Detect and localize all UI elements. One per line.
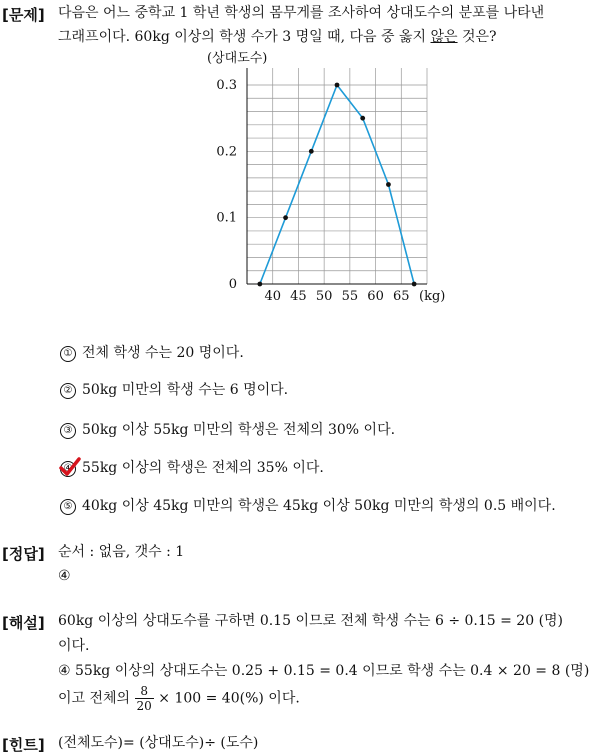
fraction-numerator: 8 bbox=[135, 684, 154, 699]
explanation-line-1: 60kg 이상의 상대도수를 구하면 0.15 이므로 전체 학생 수는 6 ÷ 0.15 = 20 (명) bbox=[58, 613, 564, 629]
relative-frequency-chart bbox=[195, 48, 455, 308]
x-tick-label: 65 bbox=[393, 289, 410, 304]
option-2 bbox=[60, 381, 288, 399]
y-tick-label: 0 bbox=[228, 277, 237, 292]
x-tick-label: 50 bbox=[315, 289, 333, 304]
option-1-number: ① bbox=[60, 346, 76, 362]
data-point bbox=[309, 149, 314, 154]
x-tick-label: 40 bbox=[264, 289, 281, 304]
option-1 bbox=[60, 344, 244, 362]
question-tag: [문제] bbox=[2, 6, 45, 24]
question-line-2-pre: 그래프이다. 60kg 이상의 학생 수가 3 명일 때, 다음 중 옳지 bbox=[58, 29, 431, 45]
fraction-denominator: 20 bbox=[136, 699, 152, 713]
x-tick-label: 60 bbox=[367, 289, 384, 304]
hint-text: (전체도수)= (상대도수)÷ (도수) bbox=[58, 735, 259, 751]
option-2-text: 50kg 미만의 학생 수는 6 명이다. bbox=[82, 382, 289, 398]
fraction bbox=[135, 684, 154, 713]
y-tick-label: 0.1 bbox=[216, 210, 237, 226]
option-3 bbox=[60, 421, 395, 439]
check-mark-icon bbox=[58, 456, 82, 478]
y-tick-label: 0.2 bbox=[216, 144, 237, 160]
explanation-tag: [해설] bbox=[2, 614, 45, 632]
option-4-number: ④ bbox=[60, 461, 76, 477]
x-tick-label: 45 bbox=[290, 289, 307, 304]
option-1-text: 전체 학생 수는 20 명이다. bbox=[82, 345, 244, 361]
explanation-line-4 bbox=[58, 684, 300, 713]
data-point bbox=[335, 83, 340, 88]
series-line bbox=[260, 85, 414, 284]
option-2-number: ② bbox=[60, 383, 76, 399]
question-line-1: 다음은 어느 중학교 1 학년 학생의 몸무게를 조사하여 상대도수의 분포를 나타낸 bbox=[58, 5, 545, 21]
hint-tag: [힌트] bbox=[2, 736, 45, 754]
x-tick-label: 55 bbox=[341, 289, 359, 304]
explanation-line-2: 이다. bbox=[58, 638, 90, 654]
explanation-line-4-pre: 이고 전체의 bbox=[58, 690, 131, 707]
option-5 bbox=[60, 497, 556, 515]
question-line-2 bbox=[58, 28, 497, 46]
x-axis-label: (kg) bbox=[419, 289, 446, 304]
y-tick-label: 0.3 bbox=[216, 78, 237, 93]
option-3-text: 50kg 이상 55kg 미만의 학생은 전체의 30% 이다. bbox=[82, 422, 396, 438]
data-point bbox=[360, 116, 365, 121]
option-4-text: 55kg 이상의 학생은 전체의 35% 이다. bbox=[82, 460, 324, 476]
option-5-text: 40kg 이상 45kg 미만의 학생은 45kg 이상 50kg 미만의 학생의 0.5 배이다. bbox=[82, 498, 556, 514]
data-point bbox=[283, 215, 288, 220]
explanation-line-3: ④ 55kg 이상의 상대도수는 0.25 + 0.15 = 0.4 이므로 학생 수는 0.4 × 20 = 8 (명) bbox=[58, 663, 590, 679]
data-point bbox=[257, 282, 262, 287]
explanation-line-4-post: × 100 = 40(%) 이다. bbox=[158, 690, 300, 707]
answer-tag: [정답] bbox=[2, 545, 45, 563]
data-point bbox=[412, 282, 417, 287]
y-axis-label: (상대도수) bbox=[207, 51, 268, 66]
data-point bbox=[386, 182, 391, 187]
option-4 bbox=[60, 459, 324, 477]
option-3-number: ③ bbox=[60, 423, 76, 439]
option-5-number: ⑤ bbox=[60, 499, 76, 515]
question-line-2-post: 것은? bbox=[457, 29, 497, 45]
answer-line-1: 순서 : 없음, 갯수 : 1 bbox=[58, 544, 185, 560]
answer-line-2: ④ bbox=[58, 568, 71, 584]
question-underline: 않은 bbox=[430, 29, 458, 45]
